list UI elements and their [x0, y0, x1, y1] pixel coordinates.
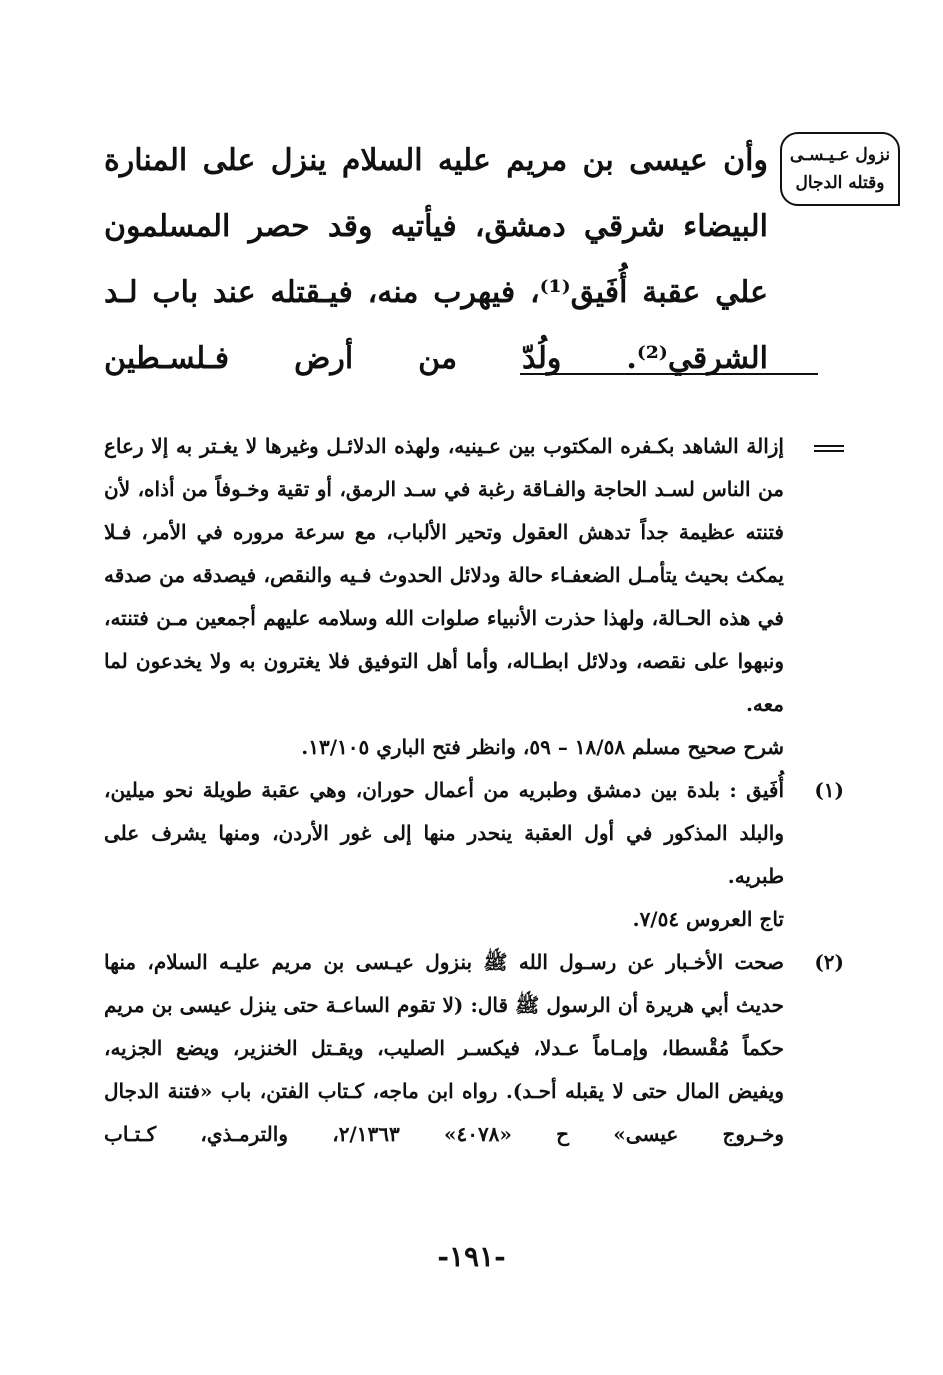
- footnote-1-text: أُفَيق : بلدة بين دمشق وطبريه من أعمال حوران، وهي عقبة طويلة نحو ميلين، والبلد المذكور في أول العقبة ينحدر منها إلى غور الأردن، ومنها يشرف على طبريه.: [104, 778, 785, 888]
- margin-heading-line-2: وقتله الدجال: [795, 173, 885, 193]
- footnote-1: [104, 769, 844, 941]
- footnote-2-text: صحت الأخـبار عن رسـول الله ﷺ بنزول عيـسى بن مريم عليـه السلام، منها حديث أبي هريرة أن الرسول ﷺ قال: (لا تقوم الساعـة حتى ينزل عيسى بن مريم حكماً مُقْسطا، وإمـاماً عـدلا، فيكسـر الصليب، ويقـتل الخنزير، ويضع الجزيه، ويفيض المال حتى لا يقبله أحـد). رواه ابن ماجه، كـتاب الفتن، باب «فتنة الدجال وخـروج عيسى» ح «٤٠٧٨» ٢/١٣٦٣، والترمـذي، كـتـاب: [104, 950, 785, 1146]
- footnote-continuation-source: شرح صحيح مسلم ١٨/٥٨ – ٥٩، وانظر فتح الباري ١٣/١٠٥.: [301, 735, 784, 759]
- footnote-continuation: [104, 425, 844, 769]
- footnote-separator-line: [520, 373, 818, 375]
- footnote-1-source: تاج العروس ٧/٥٤.: [632, 907, 784, 931]
- margin-heading-box: [780, 132, 900, 206]
- margin-heading-line-1: نزول عـيـسـى: [789, 145, 891, 165]
- main-body-paragraph: وأن عيسى بن مريم عليه السلام ينزل على المنارة البيضاء شرقي دمشق، فيأتيه وقد حصر المسلمون علي عقبة أُفَيق⁽¹⁾، فيهرب منه، فيـقتله عند باب لـد الشرقي⁽²⁾. ولُدّ من أرض فـلسـطين: [104, 143, 768, 376]
- page-number: -١٩١-: [437, 1240, 506, 1273]
- footnote-2-number: (٢): [814, 950, 844, 974]
- footnote-continuation-text: إزالة الشاهد بكـفره المكتوب بين عـينيه، ولهذه الدلائـل وغيرها لا يغـتر به إلا رعاع من الناس لسـد الحاجة والفـاقة رغبة في سـد الرمق، أو تقية وخـوفاً من أذاه، لأن فتنته عظيمة جداً تدهش العقول وتحير الألباب، مع سرعة مروره في الأمر، فـلا يمكث بحيث يتأمـل الضعفـاء حالة ودلائل الحدوث فـيه والنقص، فيصدقه من صدقه في هذه الحـالة، ولهذا حذرت الأنبياء صلوات الله وسلامه عليهم أجمعين مـن فتنته، ونبهوا على نقصه، ودلائل ابطـاله، وأما أهل التوفيق فلا يغترون به ولا يخدعون لما معه.: [104, 434, 784, 716]
- footnotes-section: [104, 425, 844, 1156]
- footnote-1-number: (١): [814, 778, 844, 802]
- footnote-2: [104, 941, 844, 1156]
